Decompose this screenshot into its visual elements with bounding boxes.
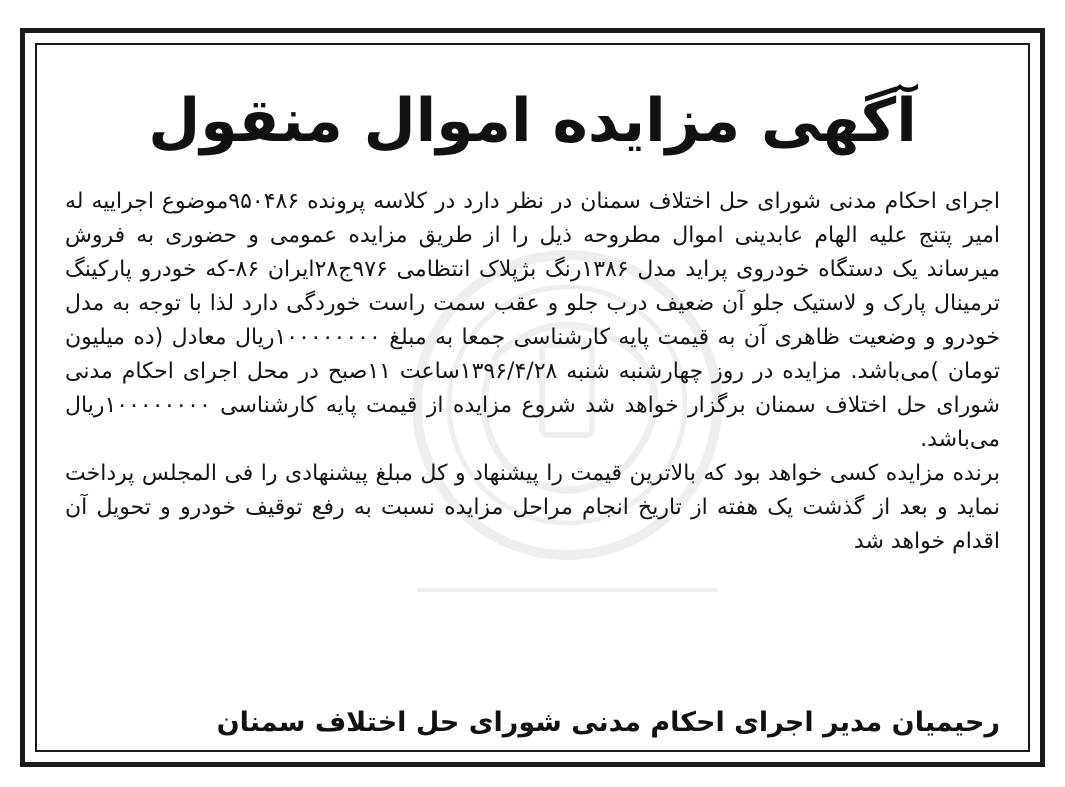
notice-signature: رحیمیان مدیر اجرای احکام مدنی شورای حل اختلاف سمنان: [216, 707, 1000, 738]
notice-title: آگهی مزایده اموال منقول: [148, 86, 917, 156]
notice-paragraph-main: اجرای احکام مدنی شورای حل اختلاف سمنان در نظر دارد در کلاسه پرونده ۹۵۰۴۸۶موضوع اجراییه له امیر پتنج علیه الهام عابدینی اموال مطروحه ذیل را از طریق مزایده عمومی و حضوری به فروش میرساند یک دستگاه خودروی پراید مدل ۱۳۸۶رنگ بژپلاک انتظامی ۹۷۶ج۲۸ایران ۸۶-که خودرو پارکینگ ترمینال پارک و لاستیک جلو آن ضعیف درب جلو و عقب سمت راست خوردگی دارد لذا با توجه به مدل خودرو و وضعیت ظاهری آن به قیمت پایه کارشناسی جمعا به مبلغ ۱۰۰۰۰۰۰۰۰ریال معادل (ده میلیون تومان )می‌باشد. مزایده در روز چهارشنبه شنبه ۱۳۹۶/۴/۲۸ساعت ۱۱صبح در محل اجرای احکام مدنی شورای حل اختلاف سمنان برگزار خواهد شد شروع مزایده از قیمت پایه کارشناسی ۱۰۰۰۰۰۰۰۰ریال می‌باشد.: [65, 189, 1001, 452]
notice-paragraph-winner: برنده مزایده کسی خواهد بود که بالاترین قیمت را پیشنهاد و کل مبلغ پیشنهادی را فی المجلس پرداخت نماید و بعد از گذشت یک هفته از تاریخ انجام مراحل مزایده نسبت به رفع توقیف خودرو و تحویل آن اقدام خواهد شد: [65, 461, 1000, 554]
notice-body: [65, 185, 1000, 559]
notice-inner-border: [35, 43, 1030, 752]
notice-content: [65, 45, 1000, 750]
notice-outer-border: [20, 28, 1045, 767]
